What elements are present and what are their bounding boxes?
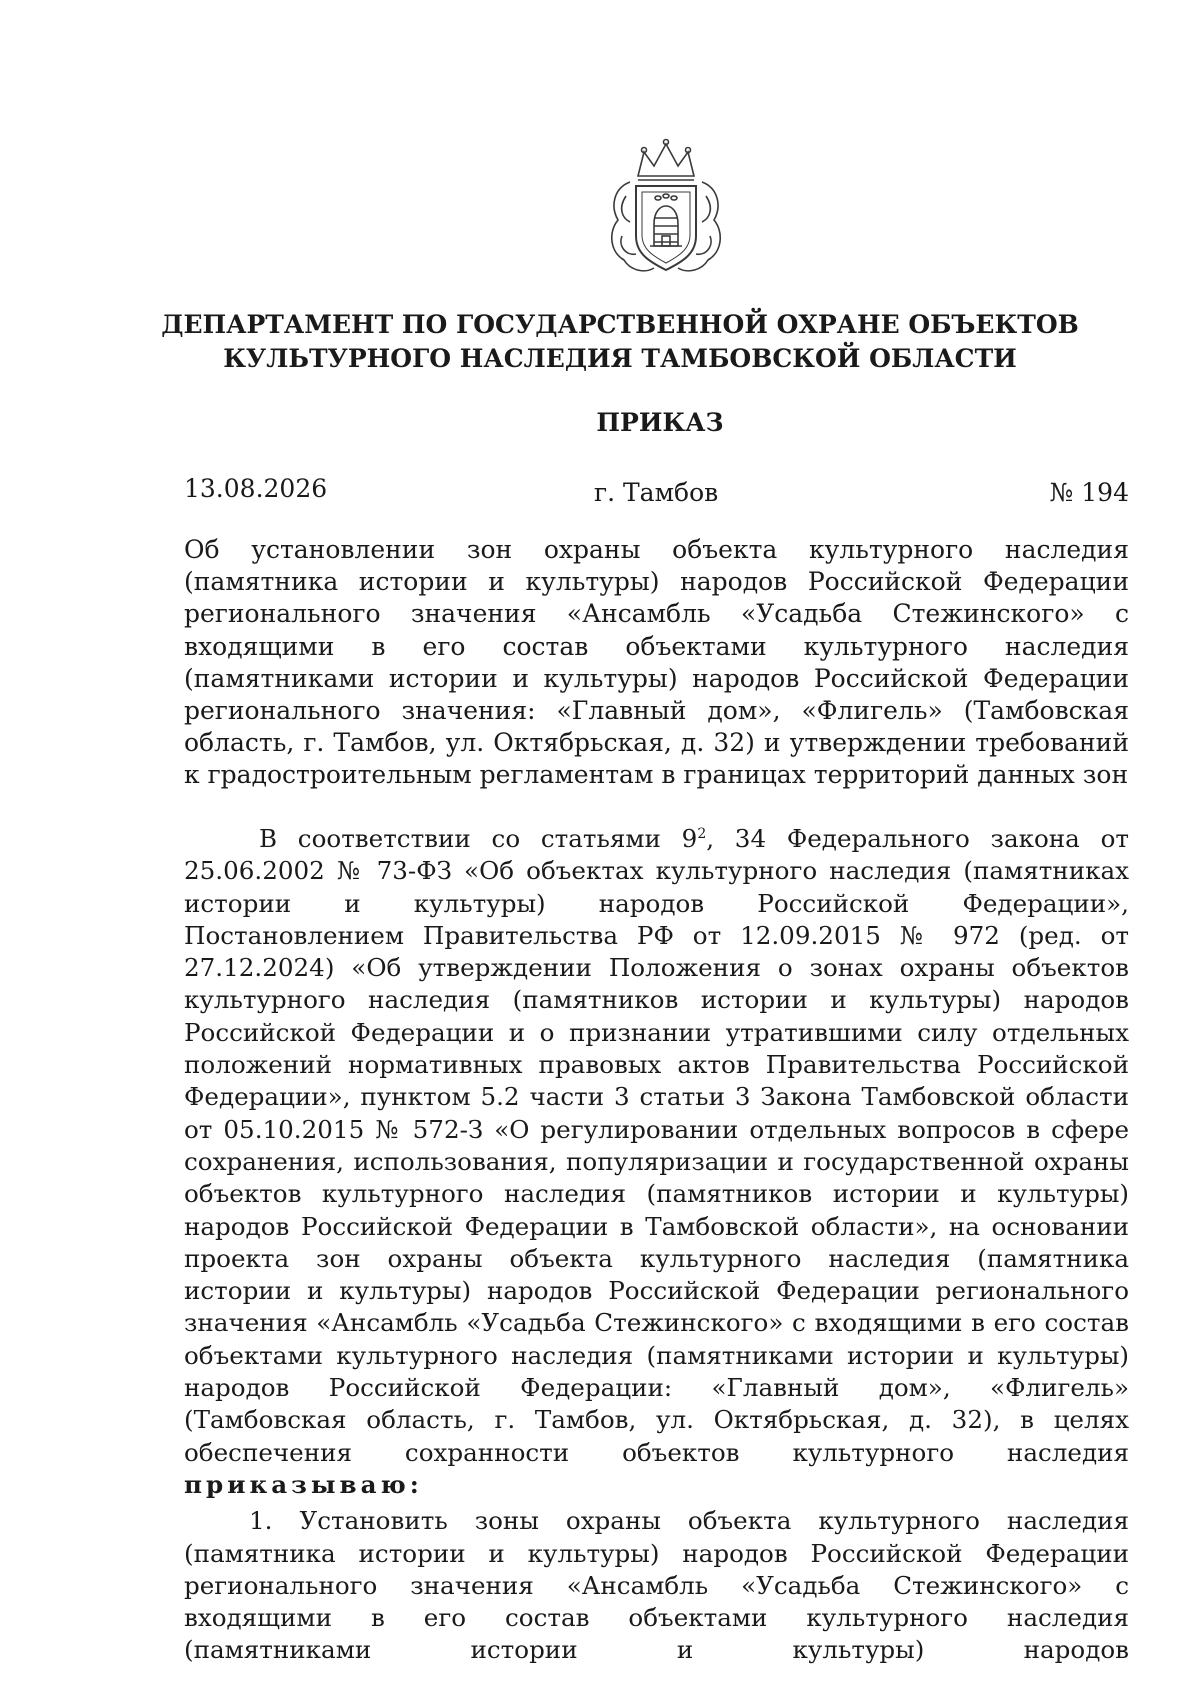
preamble-text: , 34 Федерального закона от 25.06.2002 № 73-ФЗ «Об объектах культурного наследия (памятниках истории и культуры) народов Российской Федерации», Постановлением Правительства РФ от 12.09.2015 № 972 (ред. от 27.12.2024) «Об утверждении Положения о зонах охраны объектов культурного наследия (памятников истории и культуры) народов Российской Федерации и о признании утратившими силу отдельных положений нормативных правовых актов Правительства Российской Федерации», пунктом 5.2 части 3 статьи 3 Закона Тамбовской области от 05.10.2015 № 572-З «О регулировании отдельных вопросов в сфере сохранения, использования, популяризации и государственной охраны объектов культурного наследия (памятников истории и культуры) народов Российской Федерации в Тамбовской области», на основании проекта зон охраны объекта культурного наследия (памятника истории и культуры) народов Российской Федерации регионального значения «Ансамбль «Усадьба Стежинского» с входящими в его состав объектами культурного наследия (памятниками истории и культуры) народов Российской Федерации: «Главный дом», «Флигель» (Тамбовская область, г. Тамбов, ул. Октябрьская, д. 32), в целях обеспечения сохранности объектов культурного наследия (184, 824, 1129, 1467)
tambov-coat-of-arms-icon (600, 136, 732, 284)
department-line-1: ДЕПАРТАМЕНТ ПО ГОСУДАРСТВЕННОЙ ОХРАНЕ ОБЪЕКТОВ (161, 310, 1079, 339)
document-type: ПРИКАЗ (596, 408, 724, 437)
document-place: г. Тамбов (594, 478, 719, 507)
document-subject: Об установлении зон охраны объекта культурного наследия (памятника истории и культуры) народов Российской Федерации регионального значения «Ансамбль «Усадьба Стежинского» с входящими в его состав объектами культурного наследия (памятниками истории и культуры) народов Российской Федерации регионального значения: «Главный дом», «Флигель» (Тамбовская область, г. Тамбов, ул. Октябрьская, д. 32) и утверждении требований к градостроительным регламентам в границах территорий данных зон (184, 535, 1129, 790)
document-number: № 194 (1049, 478, 1129, 507)
preamble-paragraph (184, 823, 1129, 1501)
document-body (184, 823, 1129, 1667)
document-meta (184, 474, 1129, 510)
department-line-2: КУЛЬТУРНОГО НАСЛЕДИЯ ТАМБОВСКОЙ ОБЛАСТИ (223, 344, 1017, 373)
preamble-superscript: 2 (697, 825, 707, 842)
order-item-1: 1. Установить зоны охраны объекта культурного наследия (памятника истории и культуры) народов Российской Федерации регионального значения «Ансамбль «Усадьба Стежинского» с входящими в его состав объектами культурного наследия (памятниками истории и культуры) народов (184, 1506, 1129, 1665)
preamble-start: В соответствии со статьями 9 (259, 824, 698, 853)
department-name (150, 308, 1090, 376)
document-date: 13.08.2026 (184, 474, 328, 503)
order-word: приказываю: (184, 1469, 423, 1499)
